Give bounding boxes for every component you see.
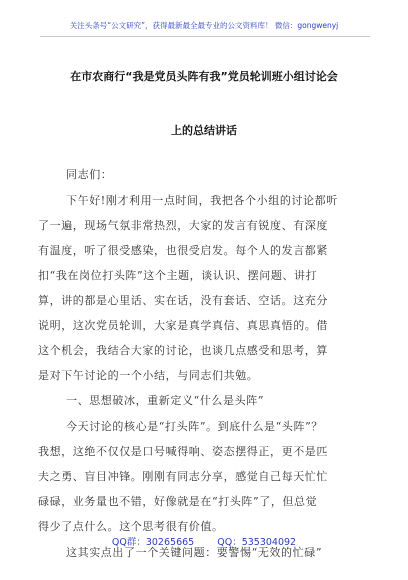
body-line: 下午好!刚才利用一点时间，我把各个小组的讨论都听 <box>66 194 338 207</box>
footer-qq-group: QQ群：30265665 <box>111 537 195 548</box>
salutation: 同志们： <box>66 168 113 181</box>
body-line: 有温度，听了很受感染，也很受启发。每个人的发言都紧 <box>38 244 328 257</box>
footer-contact <box>0 534 408 548</box>
body-line: 夫之勇、盲目冲锋。刚刚有同志分享，感觉自己每天忙忙 <box>38 470 328 483</box>
body-line: 说明，这次党员轮训，大家是真学真信、真思真悟的。借 <box>38 319 328 332</box>
body-line: 碌碌，业务量也不错，好像就是在“打头阵”了，但总觉 <box>38 495 318 508</box>
header-divider <box>40 36 370 37</box>
footer-qq: QQ：535304092 <box>217 537 297 548</box>
body-line: 我想，这绝不仅仅是口号喊得响、姿态摆得正，更不是匹 <box>38 445 328 458</box>
body-line: 得少了点什么。这个思考很有价值。 <box>38 520 224 533</box>
body-line: 算，讲的都是心里话、实在话，没有套话、空话。这充分 <box>38 294 328 307</box>
body-line: 这其实点出了一个关键问题：要警惕“无效的忙碌” <box>66 546 323 559</box>
body-line: 扣“我在岗位打头阵”这个主题，谈认识、摆问题、讲打 <box>38 269 318 282</box>
document-title-line-1: 在市农商行“我是党员头阵有我”党员轮训班小组讨论会 <box>70 70 338 83</box>
body-line: 这个机会，我结合大家的讨论，也谈几点感受和思考，算 <box>38 344 328 357</box>
body-line: 了一遍，现场气氛非常热烈，大家的发言有锐度、有深度 <box>38 219 328 232</box>
body-line: 今天讨论的核心是“打头阵”。到底什么是“头阵”？ <box>66 420 323 433</box>
body-line: 是对下午讨论的一个小结，与同志们共勉。 <box>38 369 259 382</box>
document-title-line-2: 上的总结讲话 <box>171 124 237 137</box>
section-heading: 一、思想破冰，重新定义“什么是头阵” <box>66 394 265 407</box>
header-banner: 关注头条号“公文研究”，获得最新最全最专业的公文资料库！ 微信：gongwenyj <box>69 21 339 30</box>
